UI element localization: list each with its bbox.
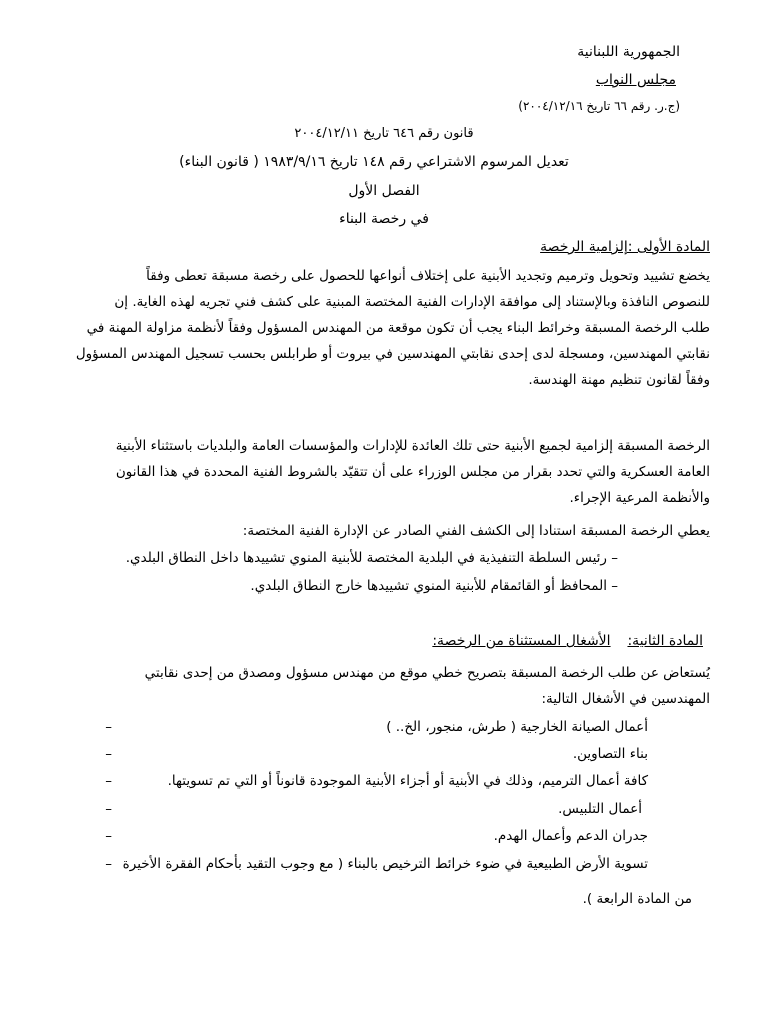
dash-marker: –: [105, 719, 112, 735]
article2-title: الأشغال المستثناة من الرخصة:: [432, 633, 611, 649]
law-title: تعديل المرسوم الاشتراعي رقم ١٤٨ تاريخ ١٩٨٣/٩/١٦ ( قانون البناء): [179, 154, 569, 170]
article2-tail: من المادة الرابعة ).: [582, 891, 692, 907]
list-item-text: المحافظ أو القائمقام للأبنية المنوي تشييدها خارج النطاق البلدي.: [250, 578, 607, 594]
dash-marker: –: [105, 801, 112, 817]
paragraph-line: وفقاً لقانون تنظيم مهنة الهندسة.: [528, 372, 710, 388]
list-item-text: بناء التصاوين.: [572, 746, 648, 762]
gazette-reference: (ج.ر. رقم ٦٦ تاريخ ٢٠٠٤/١٢/١٦): [518, 99, 680, 113]
dash-marker: –: [611, 578, 618, 594]
dash-marker: –: [105, 856, 112, 872]
list-item: [250, 578, 618, 594]
list-item-text: جدران الدعم وأعمال الهدم.: [493, 828, 648, 844]
list-item: [558, 801, 642, 817]
dash-marker: –: [105, 773, 112, 789]
dash-marker: –: [105, 828, 112, 844]
list-item-text: تسوية الأرض الطبيعية في ضوء خرائط الترخيص بالبناء ( مع وجوب التقيد بأحكام الفقرة الأخيرة: [122, 856, 648, 872]
list-item-text: أعمال الصيانة الخارجية ( طرش، منجور، الخ.. ): [386, 719, 648, 735]
paragraph-line: للنصوص النافذة وبالإستناد إلى موافقة الإدارات الفنية المختصة المبنية على كشف فني تجريه لهذه الغاية. إن: [114, 294, 710, 310]
list-item-text: أعمال التلبيس.: [558, 801, 642, 817]
paragraph-line: طلب الرخصة المسبقة وخرائط البناء يجب أن تكون موقعة من المهندس المسؤول وفقاً لأنظمة مزاولة المهنة في: [86, 320, 710, 336]
list-item: [126, 550, 618, 566]
paragraph-line: والأنظمة المرعية الإجراء.: [569, 490, 710, 506]
list-item-text: كافة أعمال الترميم، وذلك في الأبنية أو أجزاء الأبنية الموجودة قانوناً أو التي تم تسويتها.: [167, 773, 648, 789]
dash-marker: –: [611, 550, 618, 566]
paragraph-line: نقابتي المهندسين، ومسجلة لدى إحدى نقابتي المهندسين في بيروت أو طرابلس بحسب تسجيل المهندس المسؤول: [75, 346, 710, 362]
paragraph-line: المهندسين في الأشغال التالية:: [541, 691, 710, 707]
law-number: قانون رقم ٦٤٦ تاريخ ٢٠٠٤/١٢/١١: [294, 126, 474, 141]
chapter-heading: الفصل الأول: [348, 183, 420, 199]
article2-intro: [60, 660, 710, 712]
paragraph-line: العامة العسكرية والتي تحدد بقرار من مجلس الوزراء على أن تتقيّد بالشروط الفنية المحددة في هذا القانون: [115, 464, 710, 480]
list-item-text: رئيس السلطة التنفيذية في البلدية المختصة للأبنية المنوي تشييدها داخل النطاق البلدي.: [125, 550, 607, 566]
chapter-title: في رخصة البناء: [339, 211, 429, 227]
header-republic: الجمهورية اللبنانية: [577, 44, 680, 60]
list-item: [573, 746, 648, 762]
paragraph-line: يُستعاض عن طلب الرخصة المسبقة بتصريح خطي موقع من مهندس مسؤول ومصدق من إحدى نقابتي: [144, 665, 710, 681]
list-item: [123, 856, 648, 872]
header-parliament: مجلس النواب: [595, 72, 676, 88]
article2-label: المادة الثانية:: [627, 633, 703, 649]
list-item: [168, 773, 648, 789]
paragraph-line: الرخصة المسبقة إلزامية لجميع الأبنية حتى تلك العائدة للإدارات والمؤسسات العامة والبلديات باستثناء الأبنية: [115, 438, 710, 454]
article2-heading: [432, 633, 703, 649]
article1-paragraph-2: [60, 433, 710, 511]
article1-paragraph-1: [60, 263, 710, 393]
paragraph-line: يخضع تشييد وتحويل وترميم وتجديد الأبنية على إختلاف أنواعها للحصول على رخصة مسبقة تعطى وفقاً: [146, 268, 710, 284]
list-item: [494, 828, 648, 844]
list-item: [386, 719, 648, 735]
article1-heading: المادة الأولى :إلزامية الرخصة: [540, 239, 710, 255]
dash-marker: –: [105, 746, 112, 762]
article1-paragraph-3: يعطي الرخصة المسبقة استنادا إلى الكشف الفني الصادر عن الإدارة الفنية المختصة:: [242, 523, 710, 539]
